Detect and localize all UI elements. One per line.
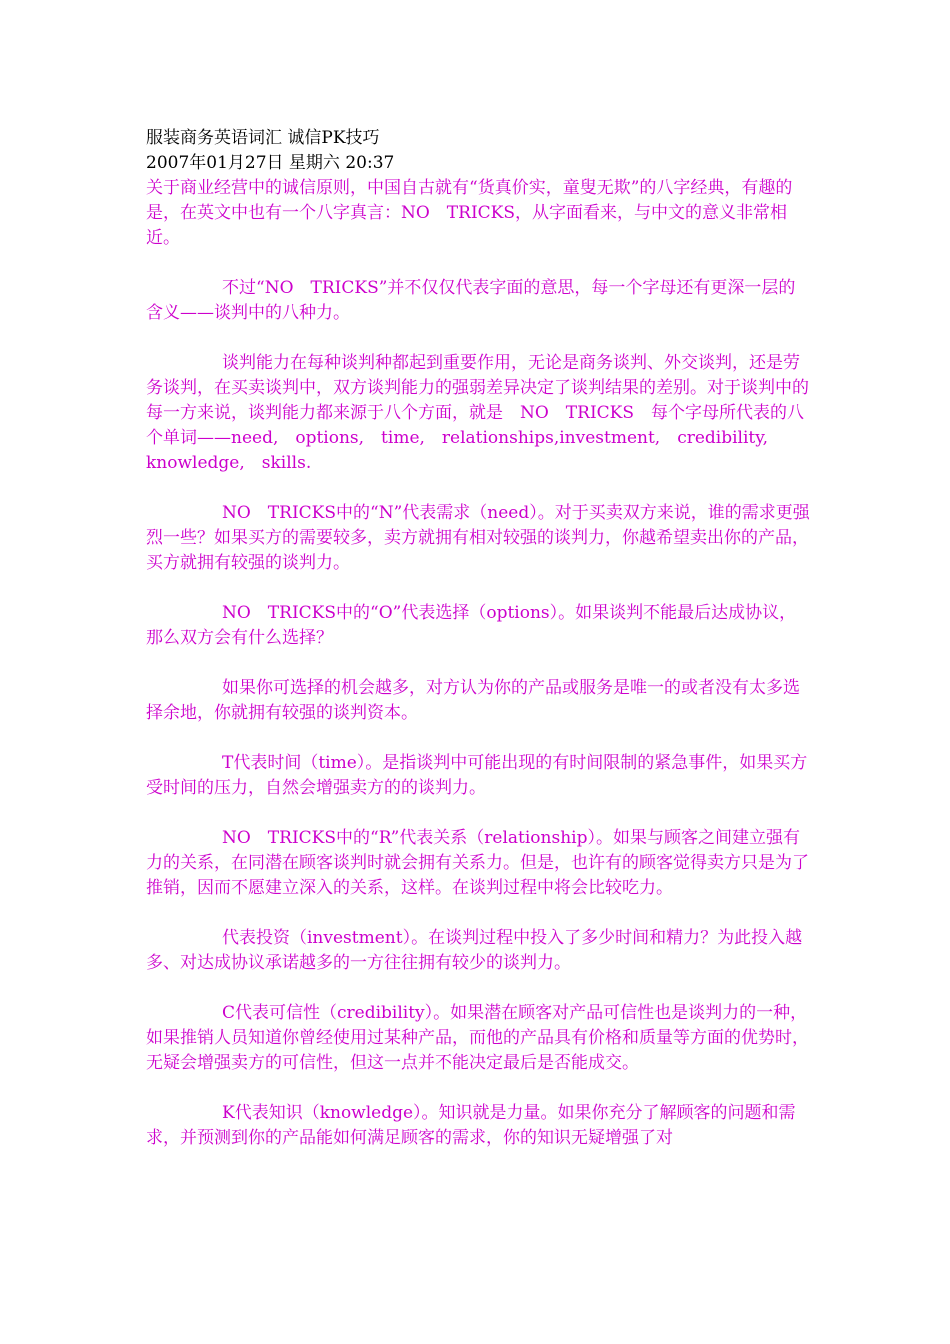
paragraph-knowledge: K代表知识（knowledge）。知识就是力量。如果你充分了解顾客的问题和需求，并预测到你的产品能如何满足顾客的需求，你的知识无疑增强了对 [146,1103,796,1148]
document-page [146,126,812,1176]
document-body [146,176,812,1151]
document-title: 服装商务英语词汇 诚信PK技巧 [146,128,380,148]
paragraph-credibility: C代表可信性（credibility）。如果潜在顾客对产品可信性也是谈判力的一种，如果推销人员知道你曾经使用过某种产品，而他的产品具有价格和质量等方面的优势时，无疑会增强卖方的可信性，但这一点并不能决定最后是否能成交。 [146,1003,809,1073]
paragraph-intro: 关于商业经营中的诚信原则，中国自古就有“货真价实，童叟无欺”的八字经典，有趣的是，在英文中也有一个八字真言：NO TRICKS，从字面看来，与中文的意义非常相近。 [146,178,793,248]
paragraph-options-detail: 如果你可选择的机会越多，对方认为你的产品或服务是唯一的或者没有太多选择余地，你就拥有较强的谈判资本。 [146,678,800,723]
paragraph-no-tricks-meaning: 不过“NO TRICKS”并不仅仅代表字面的意思，每一个字母还有更深一层的含义——谈判中的八种力。 [146,278,796,323]
paragraph-time: T代表时间（time）。是指谈判中可能出现的有时间限制的紧急事件，如果买方受时间的压力，自然会增强卖方的的谈判力。 [146,753,808,798]
paragraph-relationship: NO TRICKS中的“R”代表关系（relationship）。如果与顾客之间建立强有力的关系，在同潜在顾客谈判时就会拥有关系力。但是，也许有的顾客觉得卖方只是为了推销，因而不愿建立深入的关系，这样。在谈判过程中将会比较吃力。 [146,828,809,898]
document-date: 2007年01月27日 星期六 20:37 [146,153,395,173]
paragraph-negotiation-power: 谈判能力在每种谈判种都起到重要作用，无论是商务谈判、外交谈判，还是劳务谈判，在买卖谈判中，双方谈判能力的强弱差异决定了谈判结果的差别。对于谈判中的每一方来说，谈判能力都来源于八个方面，就是 NO TRICKS 每个字母所代表的八个单词——need, options, time, relationships,investment, credibility, knowledge, skills. [146,353,809,473]
paragraph-need: NO TRICKS中的“N”代表需求（need）。对于买卖双方来说，谁的需求更强烈一些？如果买方的需要较多，卖方就拥有相对较强的谈判力，你越希望卖出你的产品，买方就拥有较强的谈判力。 [146,503,810,573]
paragraph-options: NO TRICKS中的“O”代表选择（options）。如果谈判不能最后达成协议，那么双方会有什么选择？ [146,603,797,648]
paragraph-investment: 代表投资（investment）。在谈判过程中投入了多少时间和精力？为此投入越多、对达成协议承诺越多的一方往往拥有较少的谈判力。 [146,928,803,973]
